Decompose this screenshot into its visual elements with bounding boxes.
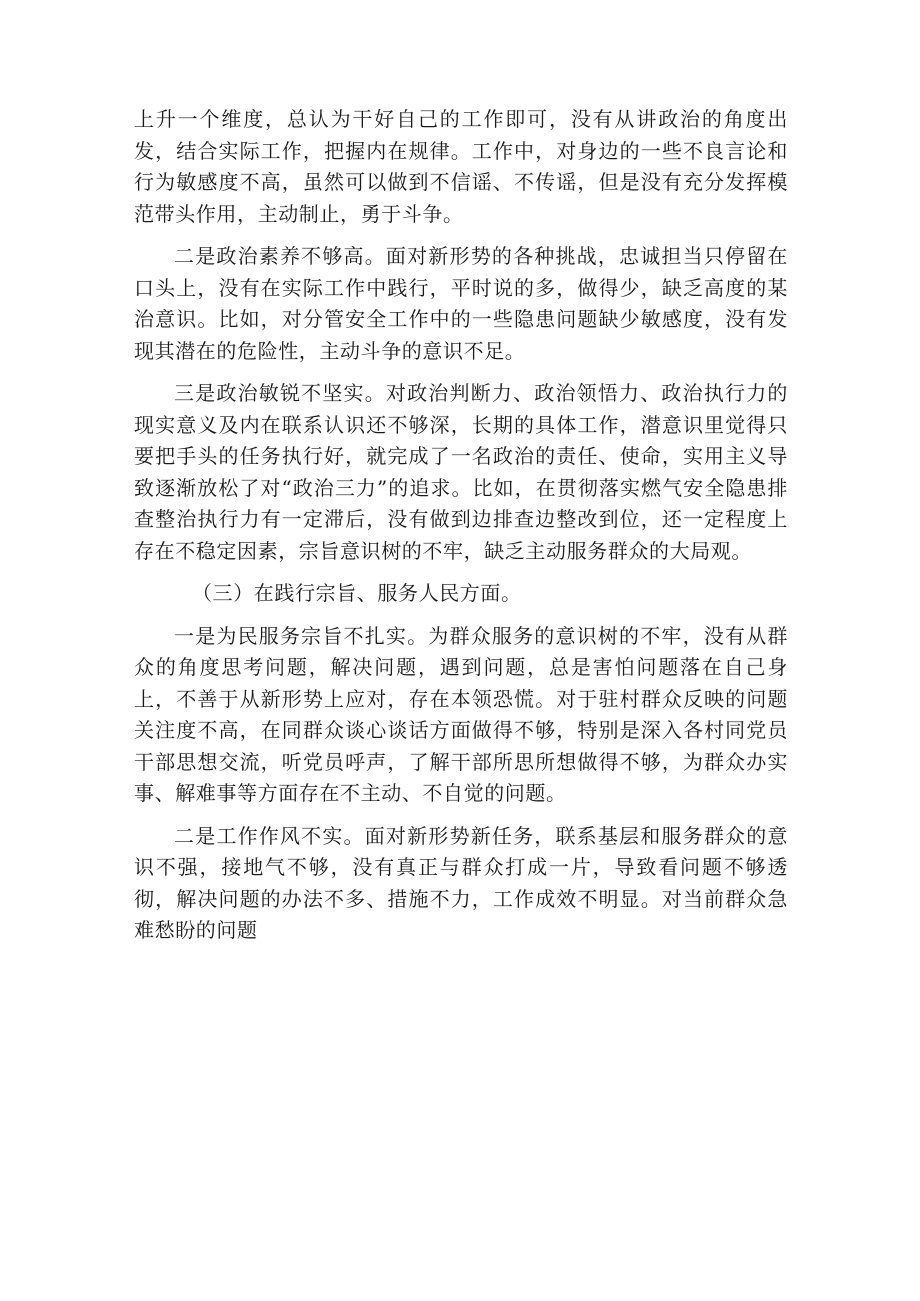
paragraph-political-literacy: 二是政治素养不够高。面对新形势的各种挑战，忠诚担当只停留在口头上，没有在实际工作中践行，平时说的多，做得少，缺乏高度的某治意识。比如，对分管安全工作中的一些隐患问题缺少敏感度，没有发现其潜在的危险性，主动斗争的意识不足。 bbox=[134, 244, 788, 363]
paragraph-work-style: 二是工作作风不实。面对新形势新任务，联系基层和服务群众的意识不强，接地气不够，没有真正与群众打成一片，导致看问题不够透彻，解决问题的办法不多、措施不力，工作成效不明显。对当前群众急难愁盼的问题 bbox=[134, 823, 788, 942]
paragraph-continuation: 上升一个维度，总认为干好自己的工作即可，没有从讲政治的角度出发，结合实际工作，把握内在规律。工作中，对身边的一些不良言论和行为敏感度不高，虽然可以做到不信谣、不传谣，但是没有充分发挥模范带头作用，主动制止，勇于斗争。 bbox=[134, 107, 788, 226]
document-page bbox=[134, 104, 788, 958]
paragraph-service-purpose: 一是为民服务宗旨不扎实。为群众服务的意识树的不牢，没有从群众的角度思考问题，解决问题，遇到问题，总是害怕问题落在自己身上，不善于从新形势上应对，存在本领恐慌。对于驻村群众反映的问题关注度不高，在同群众谈心谈话方面做得不够，特别是深入各村同党员干部思想交流，听党员呼声，了解干部所思所想做得不够，为群众办实事、解难事等方面存在不主动、不自觉的问题。 bbox=[134, 623, 788, 805]
section-heading: （三）在践行宗旨、服务人民方面。 bbox=[192, 581, 522, 605]
paragraph-political-sensitivity: 三是政治敏锐不坚实。对政治判断力、政治领悟力、政治执行力的现实意义及内在联系认识还不够深，长期的具体工作，潜意识里觉得只要把手头的任务执行好，就完成了一名政治的责任、使命，实用主义导致逐渐放松了对“政治三力”的追求。比如，在贯彻落实燃气安全隐患排查整治执行力有一定滞后，没有做到边排查边整改到位，还一定程度上存在不稳定因素，宗旨意识树的不牢，缺乏主动服务群众的大局观。 bbox=[134, 381, 788, 563]
